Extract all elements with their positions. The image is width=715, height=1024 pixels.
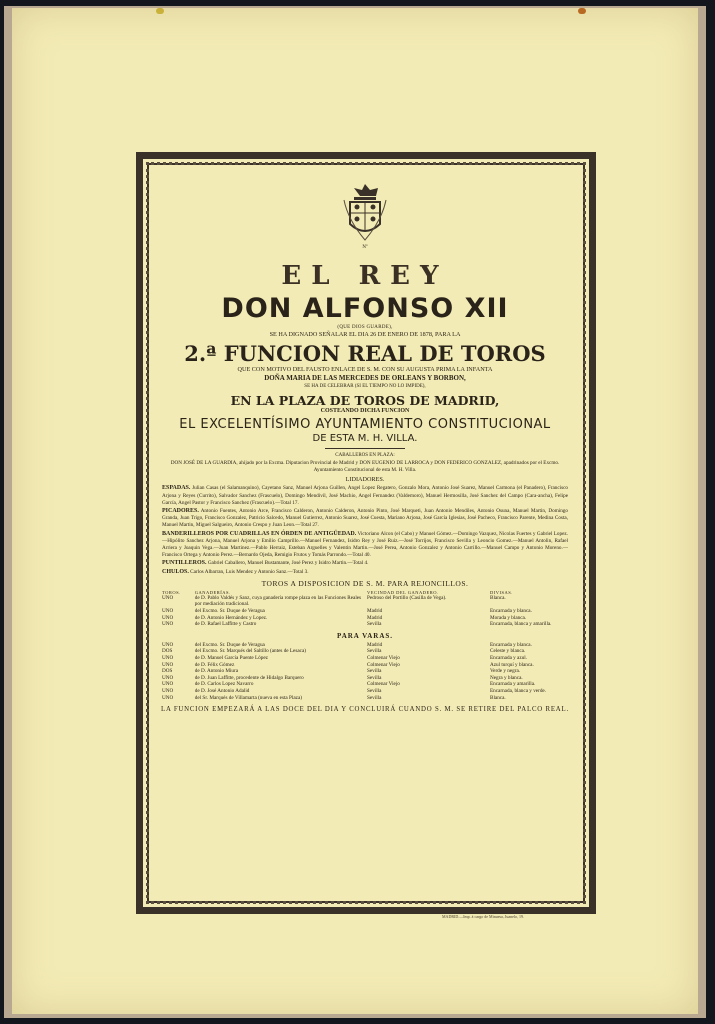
cell-divisa: Celeste y blanca. <box>489 648 526 655</box>
plaza-heading: EN LA PLAZA DE TOROS DE MADRID, <box>230 393 500 408</box>
header-divisas: DIVISAS. <box>489 589 513 595</box>
puntilleros-text: Gabriel Caballero, Manuel Bustamante, José Perez y Isidro Martin.—Total 4. <box>207 560 369 567</box>
puntilleros-paragraph <box>162 560 568 567</box>
villa-heading: DE ESTA M. H. VILLA. <box>312 433 418 444</box>
banderilleros-paragraph <box>162 531 568 560</box>
cell-toros: UNO <box>162 694 174 701</box>
header-vecindad: VECINDAD DEL GANADERO. <box>366 589 439 595</box>
chulos-paragraph <box>162 569 568 576</box>
banderilleros-text: Victoriano Alcon (el Cabo) y Manuel Gómez.—Domingo Vazquez, Nicolas Fuertes y Gabriel Lopez.—Hipólito Sanchez Arjona, Manuel Arjona y Emilio Camprillo.—Manuel Fernandez, Isidro Rey y José Ruiz.—José Torrijos, Francisco Sevilla y Leoncio Gomez.—Manuel Antolin, Rafael Arriera y Joaquin Vega.—Juan Martinez.—Pablo Herraiz, Esteban Arguelles y Valentin Martin.—José Perea, Antonio Gonzalez y Antonio Carrillo.—Manuel Campo y Antonio Moreno.—Francisco Ortega y Antonio Perez.—Bernardo Ojeda, Remigio Frutos y Tomás Parrondo.—Total 40. <box>162 530 568 559</box>
costeando-line: COSTEANDO DICHA FUNCION <box>320 408 410 414</box>
pin-tab-left <box>156 8 164 14</box>
varas-table-body <box>160 642 570 701</box>
banderilleros-label: BANDERILLEROS POR CUADRILLAS EN ÓRDEN DE ANTIGÜEDAD. <box>162 530 357 537</box>
cell-ganaderia: de D. Antonio Miura <box>194 668 239 675</box>
espadas-text: Julian Casas (el Salamanquino), Cayetano Sanz, Manuel Arjona Guillen, Angel Lopez Regatero, Gonzalo Mora, Antonio José Suarez, Manuel Carmona (el Panadero), Francisco Arjona y Reyes (Currito), Salvador Sanchez (Frascuelo), Domingo Mendivil, José Machio, Angel Fernandez (Valdemoro), Manuel Hermosilla, José Sanchez del Campo (Cara-ancha), Felipe García, Angel Pastor y Francisco Sanchez (Frascuelo).—Total 17. <box>162 485 568 506</box>
ayuntamiento-heading: EL EXCELENTÍSIMO AYUNTAMIENTO CONSTITUCIONAL <box>179 417 551 432</box>
cell-divisa: Encarnada, blanca y amarilla. <box>489 621 552 628</box>
cell-ganaderia: del Excmo. Sr. Duque de Veragua <box>194 608 265 615</box>
varas-title: PARA VARAS. <box>336 631 394 640</box>
cell-vecindad: Sevilla <box>366 668 382 675</box>
puntilleros-label: PUNTILLEROS. <box>162 560 207 567</box>
table-row <box>160 681 570 688</box>
picadores-text: Antonio Fuentes, Antonio Arce, Francisco Calderon, Antonio Calderon, Antonio Pinto, José Marqueti, Juan Antonio Mendiles, Antonio Osuna, Manuel Martin, Domingo Granda, Juan Trigo, Francisco Gonzalez, Patricio Salcedo, Manuel Gutierrez, Antonio Suarez, José Cuesta, Mariano Arjona, José García Iglesias, José Pacheco, Francisco Parente, Medina Costa, Manuel Martin, Miguel Salgueiro, Antonio Crespo y Juan Leon.—Total 27. <box>162 508 568 529</box>
cell-toros: UNO <box>162 681 174 688</box>
cell-toros: UNO <box>162 687 174 694</box>
divider <box>325 448 405 449</box>
table-row <box>160 655 570 662</box>
cell-divisa: Encarnada y amarilla. <box>489 681 536 688</box>
cell-toros: UNO <box>162 594 174 601</box>
header-ganaderias: GANADERÍAS. <box>194 589 231 595</box>
cell-ganaderia: de D. Carlos Lopez Navarro <box>194 681 254 688</box>
caballeros-text: DON JOSÉ DE LA GUARDIA, ahijado por la Excma. Diputacion Provincial de Madrid y DON EUGENIO DE LARROCA y DON FEDERICO GONZALEZ, apadrinados por el Excmo. Ayuntamiento Constitucional de esta M. H. Villa. <box>170 460 560 474</box>
cell-divisa: Encarnada, blanca y verde. <box>489 687 547 694</box>
cell-ganaderia: del Excmo. Sr. Duque de Veragua <box>194 641 265 648</box>
caballeros-title: CABALLEROS EN PLAZA: <box>335 453 395 458</box>
table-row <box>160 621 570 628</box>
cell-ganaderia: de D. José Antonio Adalid <box>194 687 250 694</box>
closing-note: LA FUNCION EMPEZARÁ A LAS DOCE DEL DIA Y CONCLUIRÁ CUANDO S. M. SE RETIRE DEL PALCO REAL. <box>161 706 569 714</box>
cell-vecindad: Colmenar Viejo <box>366 661 400 668</box>
king-name-heading: DON ALFONSO XII <box>221 293 509 324</box>
el-rey-heading: EL REY <box>281 261 449 291</box>
table-row <box>160 688 570 695</box>
pin-tab-right <box>578 8 586 14</box>
dignado-line: SE HA DIGNADO SEÑALAR EL DIA 26 DE ENERO DE 1878, PARA LA <box>269 331 461 338</box>
cell-divisa: Azul turquí y blanca. <box>489 661 534 668</box>
lidiadores-title: LIDIADORES. <box>345 476 385 484</box>
rejon-table <box>160 590 570 628</box>
varas-table <box>160 642 570 701</box>
printer-imprint: MADRID.—Imp. á cargo de Minuesa, Juanelo, 19. <box>442 914 525 919</box>
cell-toros: UNO <box>162 614 174 621</box>
cell-vecindad: Madrid <box>366 641 383 648</box>
cell-divisa: Morada y blanca. <box>489 614 527 621</box>
celebrar-line: SE HA DE CELEBRAR (SI EL TIEMPO NO LO IMPIDE), <box>304 384 426 389</box>
cell-divisa: Encarnada y blanca. <box>489 608 532 615</box>
coat-of-arms-icon <box>340 180 390 244</box>
rejon-table-body <box>160 595 570 628</box>
cell-vecindad: Sevilla <box>366 621 382 628</box>
cell-toros: UNO <box>162 661 174 668</box>
table-row <box>160 668 570 675</box>
cell-vecindad: Sevilla <box>366 694 382 701</box>
cell-ganaderia: de D. Rafael Laffitte y Castro <box>194 621 257 628</box>
cell-divisa: Negra y blanca. <box>489 674 523 681</box>
table-row <box>160 695 570 702</box>
cell-toros: UNO <box>162 621 174 628</box>
cell-divisa: Blanca. <box>489 694 506 701</box>
cell-vecindad: Sevilla <box>366 687 382 694</box>
cell-ganaderia: de D. Antonio Hernández y Lopez. <box>194 614 268 621</box>
header-toros: TOROS. <box>162 589 181 595</box>
cell-toros: DOS <box>162 648 173 655</box>
cell-vecindad: Pedroso del Portillo (Casilla de Vega). <box>366 594 447 601</box>
cell-vecindad: Sevilla <box>366 674 382 681</box>
cell-ganaderia: de D. Félix Gómez <box>194 661 235 668</box>
table-row <box>160 608 570 615</box>
table-row <box>160 662 570 669</box>
picadores-label: PICADORES. <box>162 508 199 515</box>
cell-ganaderia: del Excmo. Sr. Marqués del Saltillo (antes de Lesaca) <box>194 648 307 655</box>
espadas-label: ESPADAS. <box>162 485 191 492</box>
cell-toros: UNO <box>162 608 174 615</box>
cell-divisa: Encarnada y azul. <box>489 655 527 661</box>
chulos-text: Carlos Albarran, Luis Mendez y Antonio Sanz.—Total 3. <box>190 568 309 575</box>
infanta-line: DOÑA MARIA DE LAS MERCEDES DE ORLEANS Y BORBON, <box>264 374 466 382</box>
motivo-line: QUE CON MOTIVO DEL FAUSTO ENLACE DE S. M. CON SU AUGUSTA PRIMA LA INFANTA <box>237 366 493 373</box>
cell-vecindad: Colmenar Viejo <box>366 655 400 661</box>
picadores-paragraph <box>162 508 568 530</box>
cell-ganaderia: de D. Pablo Valdés y Sanz, cuya ganadería rompe plaza en las Funciones Reales por mediación tradicional. <box>194 594 362 608</box>
cell-ganaderia: de D. Juan Laffitte, procedente de Hidalgo Barquero <box>194 674 304 681</box>
table-row <box>160 595 570 608</box>
poster-number: Nº <box>362 245 368 250</box>
cell-ganaderia: de D. Manuel García Puente López <box>194 655 268 661</box>
cell-divisa: Blanca. <box>489 594 506 601</box>
cell-toros: UNO <box>162 674 174 681</box>
cell-vecindad: Colmenar Viejo <box>366 681 400 688</box>
cell-vecindad: Madrid <box>366 608 383 615</box>
function-title: 2.ª FUNCION REAL DE TOROS <box>184 341 546 366</box>
espadas-paragraph <box>162 485 568 507</box>
cell-vecindad: Madrid <box>366 614 383 621</box>
chulos-label: CHULOS. <box>162 568 189 575</box>
cell-vecindad: Sevilla <box>366 648 382 655</box>
cell-divisa: Verde y negra. <box>489 668 521 675</box>
cell-toros: DOS <box>162 668 173 675</box>
cell-divisa: Encarnada y blanca. <box>489 641 532 648</box>
cell-toros: UNO <box>162 641 174 648</box>
cell-toros: UNO <box>162 655 174 661</box>
cell-ganaderia: del Sr. Marqués de Villamarta (nueva en esta Plaza) <box>194 694 302 701</box>
que-dios-guarde: (QUE DIOS GUARDE), <box>337 325 393 330</box>
poster-content <box>160 180 570 714</box>
table-row <box>160 675 570 682</box>
table-row <box>160 648 570 655</box>
toros-title: TOROS A DISPOSICION DE S. M. PARA REJONCILLOS. <box>261 578 469 588</box>
